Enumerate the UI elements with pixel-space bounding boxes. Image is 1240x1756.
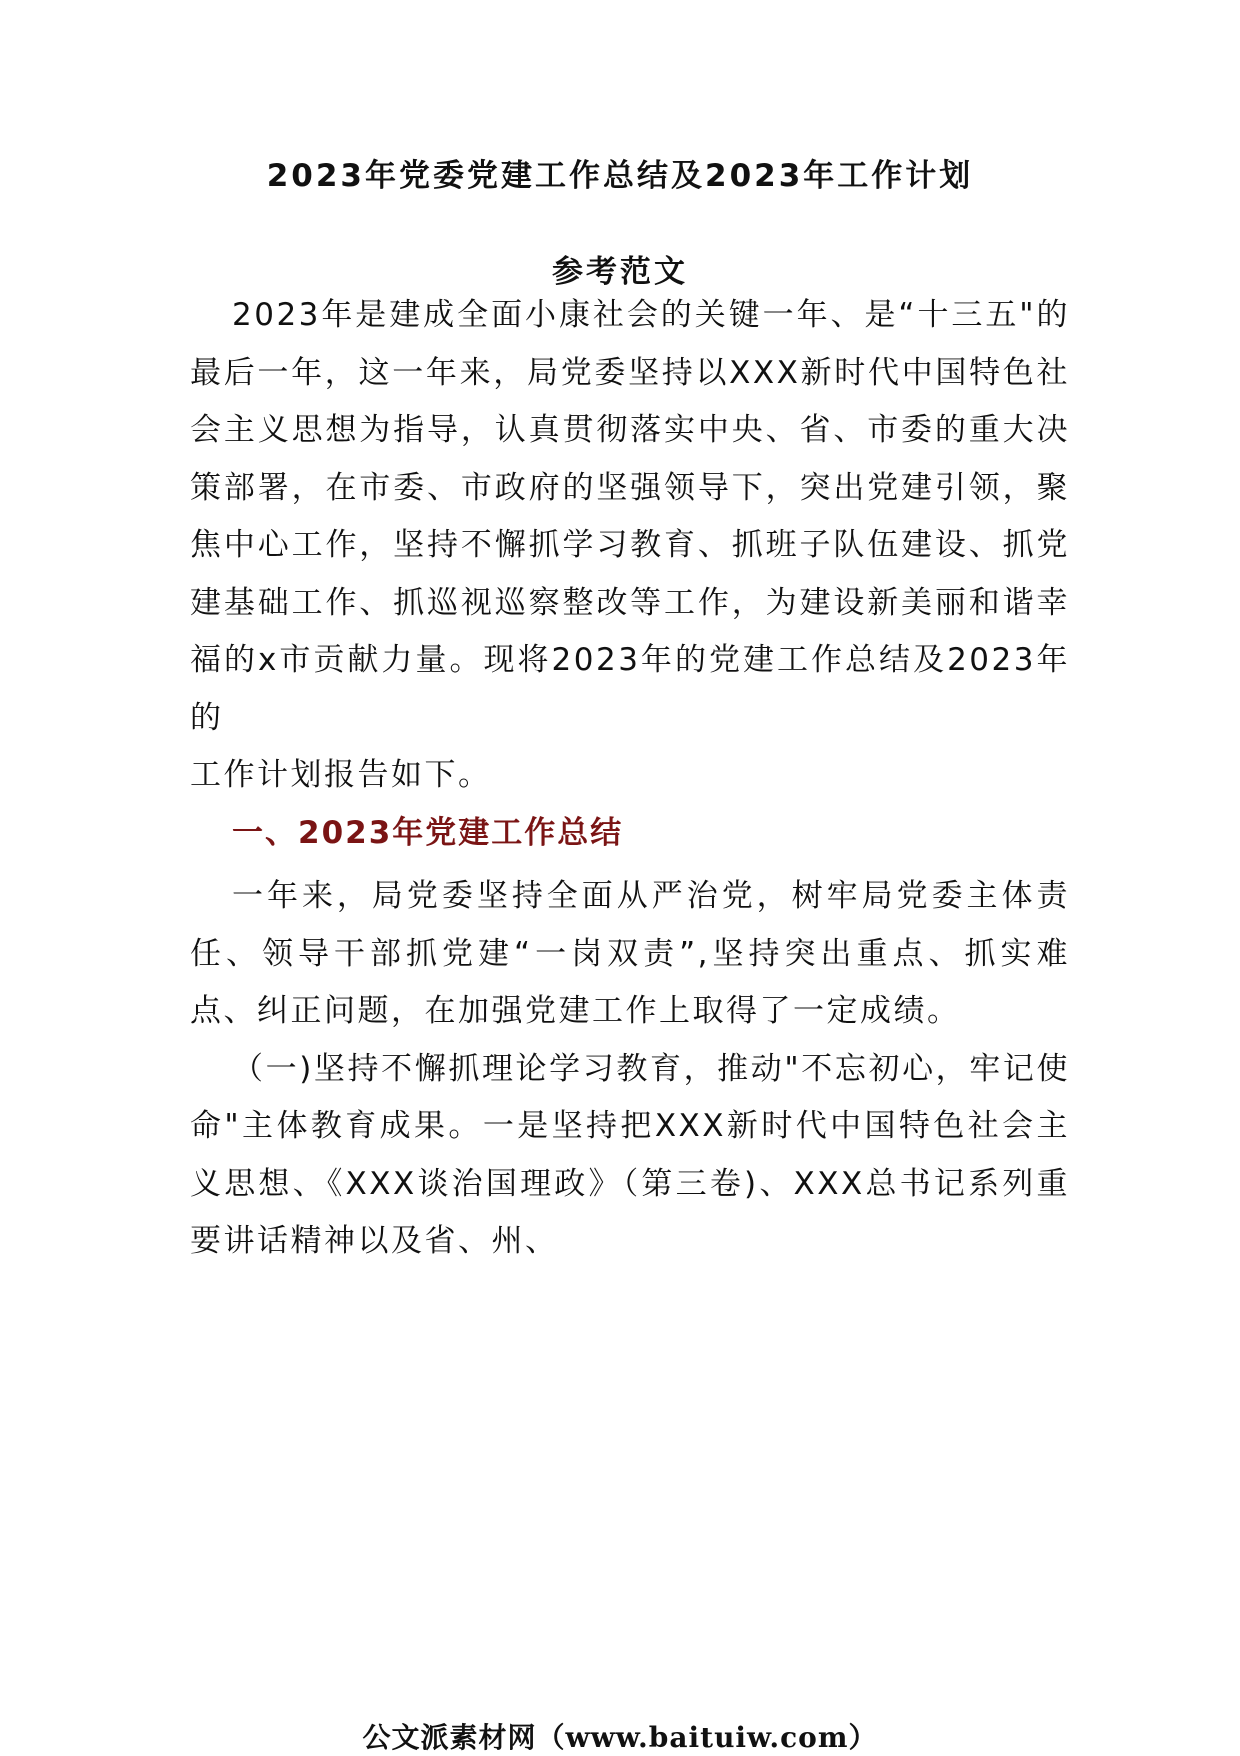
document-title: 2023年党委党建工作总结及2023年工作计划 (266, 158, 974, 194)
section-heading: 一、2023年党建工作总结 (232, 814, 624, 851)
intro-paragraph-continued: 工作计划报告如下。 (190, 757, 492, 793)
intro-paragraph: 2023年是建成全面小康社会的关键一年、是“十三五"的最后一年，这一年来，局党委坚持以XXX新时代中国特色社会主义思想为指导，认真贯彻落实中央、省、市委的重大决策部署，在市委、市政府的坚强领导下，突出党建引领，聚焦中心工作，坚持不懈抓学习教育、抓班子队伍建设、抓党建基础工作、抓巡视巡察整改等工作，为建设新美丽和谐幸福的x市贡献力量。现将2023年的党建工作总结及2023年的 (190, 297, 1070, 736)
document-body (190, 287, 1070, 1271)
section-paragraph: 一年来，局党委坚持全面从严治党，树牢局党委主体责任、领导干部抓党建“一岗双责”,坚持突出重点、抓实难点、纠正问题，在加强党建工作上取得了一定成绩。 (190, 878, 1070, 1029)
subsection-paragraph: （一)坚持不懈抓理论学习教育，推动"不忘初心，牢记使命"主体教育成果。一是坚持把XXX新时代中国特色社会主义思想、《XXX谈治国理政》（第三卷)、XXX总书记系列重要讲话精神以及省、州、 (190, 1050, 1070, 1259)
footer-watermark: 公文派素材网（www.baituiw.com） (362, 1721, 878, 1754)
document-subtitle: 参考范文 (552, 254, 688, 290)
